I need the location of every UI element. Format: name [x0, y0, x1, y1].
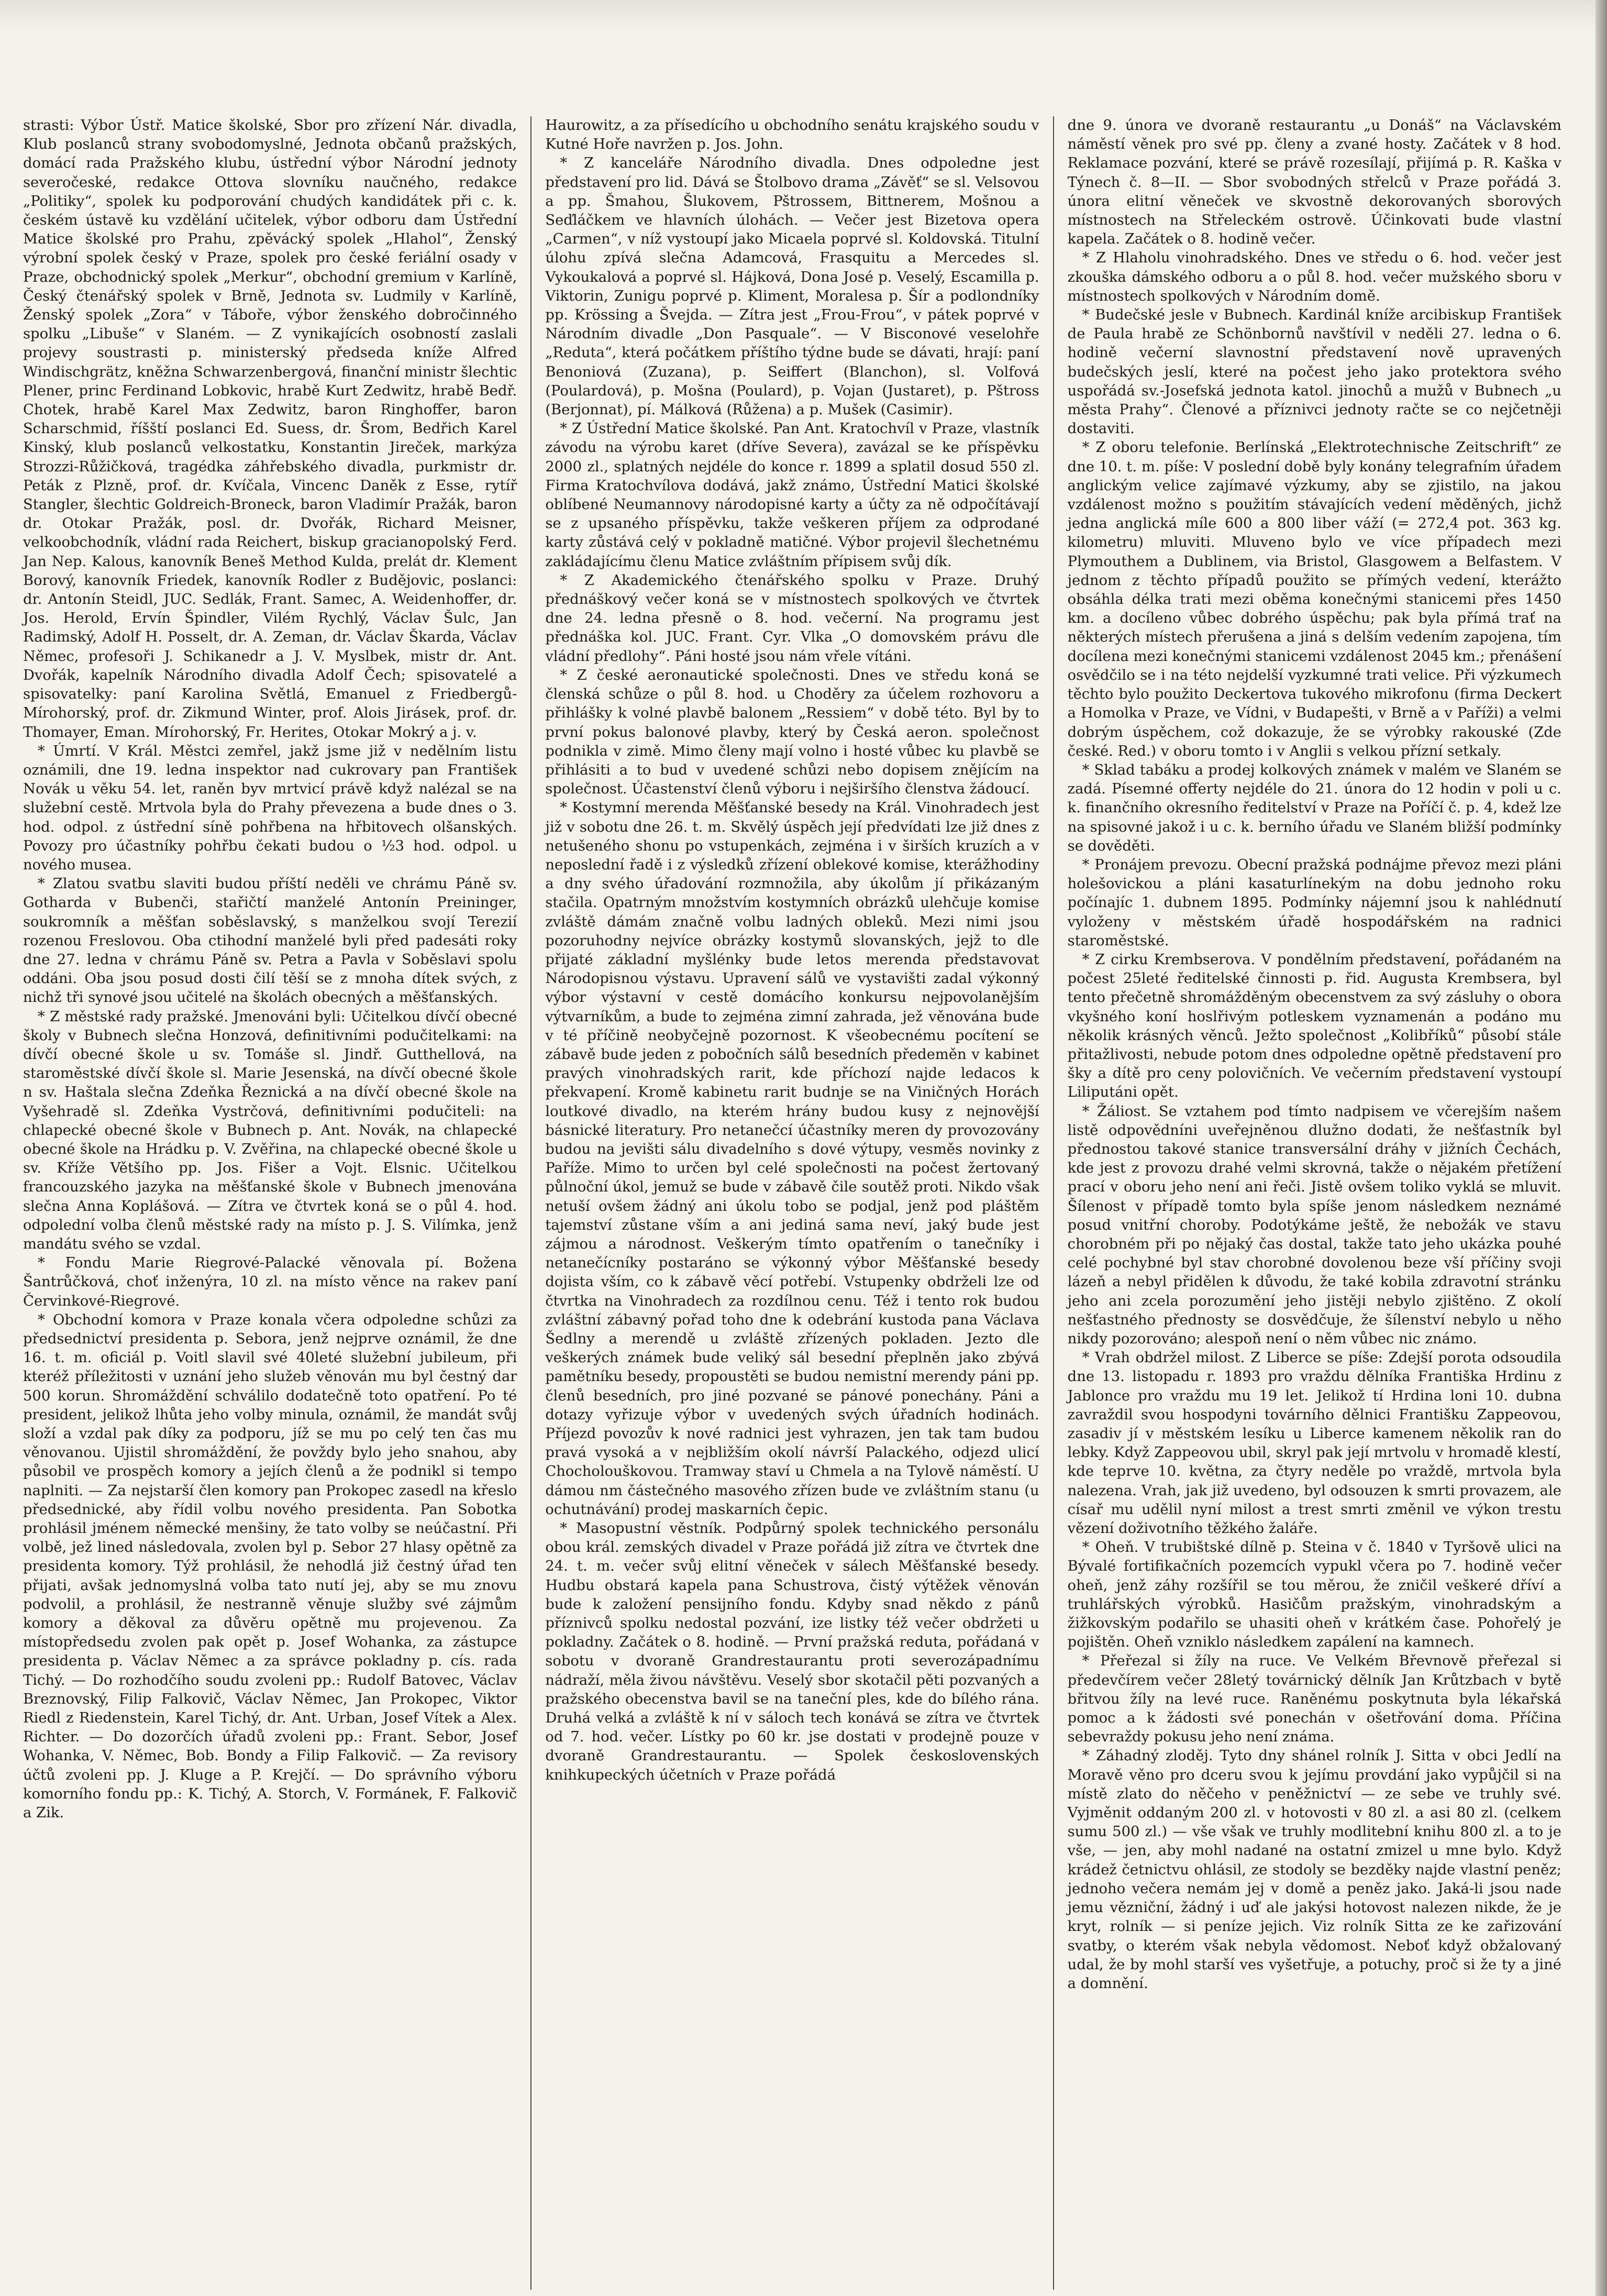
column-3 [1053, 116, 1575, 2290]
article-paragraph: * Z cirku Krembserova. V pondělním představení, pořádaném na počest 25leté ředitelské činnosti p. řid. Augusta Krembsera, byl tento přečetně shromážděným obecenstvem za svý zásluhy o obora vkyšného koní hoslřivým potleskem vyznamenán a podáno mu několik krásných věnců. Ježto společnost „Kolibříků“ působí stále přitažlivosti, nebude potom dnes odpoledne opětně představení pro šky a dítě pro ceny polovičních. Ve večerním představení vystoupí Liliputáni opět. [1067, 951, 1561, 1101]
article-paragraph: * Z oboru telefonie. Berlínská „Elektrotechnische Zeitschrift“ ze dne 10. t. m. píše: V poslední době byly konány telegrafním úřadem anglickým velice zajímavé výzkumy, aby se zjistilo, na jakou vzdálenost možno s použitím stávajících vedení měděných, jichž jedna anglická míle 600 a 800 liber váží (= 272,4 pot. 363 kg. kilometru) mluviti. Mluveno bylo ve více případech mezi Plymouthem a Dublinem, via Bristol, Glasgowem a Belfastem. V jednom z těchto případů použito se přímých vedení, kterážto obsáhla délka trati mezi oběma konečnými stanicemi přes 1450 km. a docíleno vůbec dobrého úspěchu; pak byla přímá trať na některých místech přerušena a jiná s delším vedením zapojena, tím docílena mezi konečnými stanicemi vzdálenost 2045 km.; přenášení osvědčilo se i na této nejdelší vyzkumné trati velice. Při výzkumech těchto bylo použito Deckertova tukového mikrofonu (firma Deckert a Homolka v Praze, ve Vídni, v Budapešti, v Brně a v Paříži) a velmi dobrým úspěchem, což dokazuje, že se výrobky rakouské (Zde české. Red.) v oboru tomto i v Anglii s velkou přízní setkaly. [1067, 439, 1561, 759]
article-paragraph: * Kostymní merenda Měšťanské besedy na Král. Vinohradech jest již v sobotu dne 26. t. m. Skvělý úspěch její předvídati lze již dnes z netušeného shonu po vstupenkách, zejména i v širších kruzích a v neposlední řadě i z výsledků zřízení oblekové komise, kterážhodiny a dny svého úřadování rozmnožila, aby úkolům jí přikázaným stačila. Opatrným množstvím kostymních obrázků ulehčuje komise zvláště dámám značně volbu ladných obleků. Mezi nimi jsou pozoruhodny nejvíce obrázky kostymů slovanských, jejž to dle přijaté základní myšlénky bude letos merenda představovat Národopisnou výstavu. Upravení sálů ve vystavišti zadal výkonný výbor výstavní v cestě domácího konkursu nejpovolanějším výtvarníkům, a bude to zejména zimní zahrada, jež věnována bude v té příčině neobyčejně pozornost. K všeobecnému pocítení se zábavě bude jeden z pobočních sálů besedních předeměn v kabinet pravých vinohradských rarit, kde příchozí najde ledacos k překvapení. Kromě kabinetu rarit budnje se na Viničných Horách loutkové divadlo, na kterém hrány budou kusy z nejnovější básnické literatury. Pro netanečcí účastníky meren dy provozovány budou na jevišti sálu divadelního s dové výtupy, vesměs novinky z Paříže. Mimo to určen byl celé společnosti na počest žertovaný půlnoční úkol, jemuž se bude v zábavě čile soutěž proti. Nikdo však netuší ovšem žádný ani úkolu tobo se podjal, jenž pod pláštěm tajemství zůstane vším a ani jediná sama neví, jaký bude jest zájmou a národnost. Veškerým tímto opatřením o tanečníky i netanečícníky postaráno se výkonný výbor Měšťanské besedy dojista vším, co k zábavě věcí potřebí. Vstupenky obdrželi lze od čtvrtka na Vinohradech za rozdílnou cenu. Též i tento rok budou zvláštní zábavný pořad toho dne k odebrání kustoda pana Václava Šedlny a merendě u zvláště zřízených pokladen. Jezto dle veškerých známek bude veliký sál besední přeplněn jako zbývá pamětníku besedy, propoustěti se budou nemistní merendy páni pp. členů besedních, pro jiné pozvané se pánové ponechány. Páni a dotazy vyřizuje výbor v uvedených svých úřadních hodinách. Příjezd povozův k nové radnici jest vyhrazen, jen tak tam budou pravá vysoká a v nejbližším okolí návrší Palackého, odjezd ulicí Chocholouškovou. Tramway staví u Chmela a na Tylově náměstí. U dámou nm částečného masového zřízen bude ve zvláštním stanu (u ochutnávání) prodej maskarních čepic. [545, 800, 1039, 1518]
article-paragraph: * Zlatou svatbu slaviti budou příští neděli ve chrámu Páně sv. Gotharda v Bubenči, stařičtí manželé Antonín Preininger, soukromník a měšťan soběslavský, s manželkou svojí Terezií rozenou Freslovou. Oba ctihodní manželé byli před padesáti roky dne 27. ledna v chrámu Páně sv. Petra a Pavla v Soběslavi spolu oddáni. Oba jsou posud dosti čilí těší se z mnoha dítek svých, z nichž tři synové jsou učitelé na školách obecných a měšťanských. [23, 876, 517, 1006]
article-paragraph: * Žáliost. Se vztahem pod tímto nadpisem ve včerejším našem listě odpovědníni uveřejněnou dlužno dodati, že nešťastník byl přednostou takové stanice transversální dráhy v jižních Čechách, kde jest z provozu drahé velmi skrovná, takže o nějakém přetížení prací v oboru jeho není ani řeči. Jistě ovšem toliko vyklá se mluvit. Šílenost v případě tomto byla spíše jenom následkem neznámé posud vnitřní choroby. Podotýkáme ještě, že nebožák ve stavu chorobném při po nějaký čas dostal, takže tato jeho ukázka pouhé celé pochybné byl stav chorobné dovolenou beze vší příčiny svoji lázeň a nebyl přidělen k důvodu, že také kobila zdravotní stránku jeho ani zcela porozumění jeho jistěji nebylo zjištěno. Z okolí nešťastného přednosty se dosvědčuje, že šílenství nebylo u něho nikdy pozorováno; alespoň není o něm vůbec nic známo. [1067, 1103, 1561, 1347]
article-paragraph: * Vrah obdržel milost. Z Liberce se píše: Zdejší porota odsoudila dne 13. listopadu r. 1893 pro vraždu dělníka Františka Hrdinu z Jablonce pro vraždu mu 19 let. Jelikož tí Hrdina loni 10. dubna zavraždil svou hospodyni továrního dělnici Františku Zappeovou, zasadiv jí v městském lesíku u Liberce kamenem několik ran do lebky. Když Zappeovou ubil, skryl pak její mrtvolu v hromadě klestí, kde teprve 10. května, za čtyry neděle po vraždě, mrtvola byla nalezena. Vrah, jak již uvedeno, byl odsouzen k smrti provazem, ale císař mu udělil nyní milost a trest smrti změnil ve výkon trestu vězení doživotního těžkého žaláře. [1067, 1350, 1561, 1537]
article-paragraph: * Z městské rady pražské. Jmenováni byli: Učitelkou dívčí obecné školy v Bubnech slečna Honzová, definitivními podučitelkami: na dívčí obecné škole u sv. Tomáše sl. Jindř. Gutthellová, na staroměstské dívčí škole sl. Marie Jesenská, na dívčí obecné škole n sv. Haštala slečna Zdeňka Řeznická a na dívčí obecné škole na Vyšehradě sl. Zdeňka Vystrčová, definitivními podučiteli: na chlapecké obecné škole v Bubnech p. Ant. Novák, na chlapecké obecné škole na Hrádku p. V. Zvěřina, na chlapecké obecné škole u sv. Kříže Většího pp. Jos. Fišer a Vojt. Elsnic. Učitelkou francouzského jazyka na měšťanské škole v Bubnech jmenována slečna Anna Koplášová. — Zítra ve čtvrtek koná se o půl 4. hod. odpolední volba členů městské rady na místo p. J. S. Vilímka, jenž mandátu svého se vzdal. [23, 1008, 517, 1252]
text-columns [9, 116, 1575, 2290]
article-paragraph: * Z české aeronautické společnosti. Dnes ve středu koná se členská schůze o půl 8. hod. u Choděry za účelem rozhovoru a přihlášky k volné plavbě balonem „Ressiem“ v době této. Byl by to první pokus balonové plavby, který by Česká aeron. společnost podnikla v zimě. Mimo členy mají volno i hosté vůbec ku plavbě se přihlásiti a to bud v uvedené schůzi nebo dopisem znějícím na společnost. Účastenství členů výboru i nejširšího členstva žádoucí. [545, 667, 1039, 798]
scan-top-shadow [0, 0, 1607, 31]
article-paragraph: * Úmrtí. V Král. Městci zemřel, jakž jsme již v nedělním listu oznámili, dne 19. ledna inspektor nad cukrovary pan František Novák u věku 54. let, raněn byv mrtvicí právě když nalézal se na služební cestě. Mrtvola byla do Prahy převezena a bude dnes o 3. hod. odpol. z ústřední síně pohřbena na hřbitovech olšanských. Povozy pro účastníky pohřbu čekati budou o ½3 hod. odpol. u nového musea. [23, 743, 517, 873]
article-paragraph: * Přeřezal si žíly na ruce. Ve Velkém Břevnově přeřezal si předevčírem večer 28letý továrnický dělník Jan Krůtzbach v bytě břitvou žíly na levé ruce. Raněnému poskytnuta byla lékařská pomoc a k žádosti své ponechán v ošetřování doma. Příčina sebevraždy pokusu jeho není známa. [1067, 1653, 1561, 1746]
article-paragraph: * Oheň. V trubištské dílně p. Steina v č. 1840 v Tyršově ulici na Bývalé fortifikačních pozemcích vypukl včera po 7. hodině večer oheň, jenž záhy rozšířil se tou měrou, že zničil veškeré dříví a truhlářských výrobků. Hasičům pražským, vinohradským a žižkovským podařilo se uhasiti oheň v krátkém čase. Pohořelý je pojištěn. Oheň vzniklo následkem zapálení na kamnech. [1067, 1539, 1561, 1651]
article-paragraph: * Z Ústřední Matice školské. Pan Ant. Kratochvíl v Praze, vlastník závodu na výrobu karet (dříve Severa), zavázal se ke příspěvku 2000 zl., splatných nejdéle do konce r. 1899 a splatil dosud 550 zl. Firma Kratochvílova dodává, jakž známo, Ústřední Matici školské oblíbené Neumannovy národopisné karty a účty za ně odpočítávají se z upsaného příspěvku, takže veškeren příjem za odprodané karty zůstává celý v pokladně matičné. Výbor projevil šlechetnému zakládajícímu členu Matice zvláštním přípisem svůj dík. [545, 421, 1039, 570]
article-paragraph: * Z Hlaholu vinohradského. Dnes ve středu o 6. hod. večer jest zkouška dámského odboru a o půl 8. hod. večer mužského sboru v místnostech spolkových v Národním domě. [1067, 250, 1561, 304]
article-paragraph: * Budečské jesle v Bubnech. Kardinál kníže arcibiskup František de Paula hrabě ze Schönbornů navštívil v neděli 27. ledna o 6. hodině večerní slavnostní představení nově upravených budečských jeslí, které na počest jeho jako protektora svého uspořádá sv.-Josefská jednota katol. jinochů a mužů v Bubnech „u města Prahy“. Členové a příznivci jednoty račte se co nejčetněji dostaviti. [1067, 307, 1561, 437]
article-paragraph: * Obchodní komora v Praze konala včera odpoledne schůzi za předsednictví presidenta p. Sebora, jenž nejprve oznámil, že dne 16. t. m. oficiál p. Voitl slavil své 40leté služební jubileum, při kteréž příležitosti v uznání jeho služeb věnován mu byl čestný dar 500 korun. Shromáždění schválilo dodatečně toto opatření. Po té president, jelikož lhůta jeho volby minula, oznámil, že mandát svůj složí a vzdal pak díky za podporu, jíž se mu po celý ten čas mu věnovanou. Ujistil shromáždění, že povždy bylo jeho snahou, aby působil ve prospěch komory a jejích členů a že podnikl si tempo naplniti. — Za nejstarší člen komory pan Prokopec zasedl na křeslo předsednické, aby řídil volbu nového presidenta. Pan Sobotka prohlásil jménem německé menšiny, že tato volby se neúčastní. Při volbě, jež lined následovala, zvolen byl p. Sebor 27 hlasy opětně za presidenta komory. Týž prohlásil, že nehodlá již čestný úřad ten přijati, avšak jednomyslná volba tato nutí jej, aby se mu znovu podvolil, a prohlásil, že nestranně věnuje služby své zájmům komory a děkoval za důvěru opětně mu projevenou. Za místopředsedu zvolen pak opět p. Josef Wohanka, za zástupce presidenta p. Václav Němec a za správce pokladny p. cís. rada Tichý. — Do rozhodčího soudu zvoleni pp.: Rudolf Batovec, Václav Breznovský, Filip Falkovič, Václav Němec, Jan Prokopec, Viktor Riedl z Riedenstein, Karel Tichý, dr. Ant. Urban, Josef Vítek a Alex. Richter. — Do dozorčích úřadů zvoleni pp.: Frant. Sebor, Josef Wohanka, V. Němec, Bob. Bondy a Filip Falkovič. — Za revisory účtů zvoleni pp. J. Kluge a P. Krejčí. — Do správního výboru komorního fondu pp.: K. Tichý, A. Storch, V. Formánek, F. Falkovič a Zik. [23, 1311, 517, 1822]
article-paragraph: Haurowitz, a za přísedícího u obchodního senátu krajského soudu v Kutné Hoře navržen p. Jos. John. [545, 117, 1039, 153]
column-2 [530, 116, 1052, 2290]
article-paragraph: * Fondu Marie Riegrové-Palacké věnovala pí. Božena Šantrůčková, choť inženýra, 10 zl. na místo věnce na rakev paní Červinkové-Riegrové. [23, 1255, 517, 1309]
article-paragraph: * Záhadný zloděj. Tyto dny shánel rolník J. Sitta v obci Jedlí na Moravě věno pro dceru svou k jejímu provdání jako vypůjčil si na místě zlato do něčeho v peněžnictví — ze sebe ve truhly své. Vyjměnit oddaným 200 zl. v hotovosti v 80 zl. a asi 80 zl. (celkem sumu 500 zl.) — vše však ve truhly modlitební knihu 800 zl. a to je vše, — jen, aby mohl nadané na ostatní zmizel u mne bylo. Když krádež četnictvu ohlásil, ze stodoly se bezděky najde vlastní peněz; jednoho večera nemám jej v domě a peněz jako. Jaká-li jsou nade jemu vězniční, žádný i uď ale jakýsi hotovost nalezen nikde, že je kryt, rolník — si peníze jejich. Viz rolník Sitta ze ke zařizování svatby, o kterém však nebyla vědomost. Neboť když obžalovaný udal, že by mohl starší ves vyšetřuje, a potuchy, proč si že ty a jiné a domnění. [1067, 1748, 1561, 1992]
article-paragraph: dne 9. února ve dvoraně restaurantu „u Donáš“ na Václavském náměstí věnek pro své pp. členy a zvané hosty. Začátek v 8 hod. Reklamace pozvání, které se právě rozesílají, přijímá p. R. Kaška v Týnech č. 8—II. — Sbor svobodných střelců v Praze pořádá 3. února elitní věneček ve skvostně dekorovaných sborových místnostech na Střeleckém ostrově. Účinkovati bude vlastní kapela. Začátek o 8. hodině večer. [1067, 117, 1561, 248]
article-paragraph: * Sklad tabáku a prodej kolkových známek v malém ve Slaném se zadá. Písemné offerty nejdéle do 21. února do 12 hodin v poli u c. k. finančního okresního ředitelství v Praze na Poříčí č. p. 4, kdež lze na spisovné jakož i u c. k. berního úřadu ve Slaném bližší podmínky se dověděti. [1067, 761, 1561, 854]
article-paragraph: strasti: Výbor Ústř. Matice školské, Sbor pro zřízení Nár. divadla, Klub poslanců strany svobodomyslné, Jednota občanů pražských, domácí rada Pražského klubu, ústřední výbor Národní jednoty severočeské, redakce Ottova slovníku naučného, redakce „Politiky“, spolek ku podporování chudých kandidátek při c. k. českém ústavě ku vzdělání učitelek, výbor odboru dam Ústřední Matice školské pro Prahu, zpěvácký spolek „Hlahol“, Ženský výrobní spolek český v Praze, spolek pro české feriální osady v Praze, obchodnický spolek „Merkur“, obchodní gremium v Karlíně, Český čtenářský spolek v Brně, Jednota sv. Ludmily v Karlíně, Ženský spolek „Zora“ v Táboře, výbor ženského dobročinného spolku „Libuše“ v Slaném. — Z vynikajících osobností zaslali projevy soustrasti p. ministerský předseda kníže Alfred Windischgrätz, kněžna Schwarzenbergová, finanční ministr šlechtic Plener, princ Ferdinand Lobkovic, hrabě Kurt Zedwitz, hrabě Bedř. Chotek, hrabě Karel Max Zedwitz, baron Ringhoffer, baron Scharschmid, říšští poslanci Ed. Suess, dr. Šrom, Bedřich Karel Kinský, klub poslanců velkostatku, Konstantin Jireček, markýza Strozzi-Růžičková, tragédka záhřebského divadla, purkmistr dr. Peták z Plzně, prof. dr. Kvíčala, Vincenc Daněk z Esse, rytíř Stangler, šlechtic Goldreich-Broneck, baron Vladimír Pražák, baron dr. Otokar Pražák, posl. dr. Dvořák, Richard Meisner, velkoobchodník, vládní rada Reichert, biskup gracianopolský Ferd. Jan Nep. Kalous, kanovník Beneš Method Kulda, prelát dr. Klement Borový, kanovník Friedek, kanovník Rodler z Budějovic, poslanci: dr. Antonín Steidl, JUC. Sedlák, Frant. Samec, A. Weidenhoffer, dr. Jos. Herold, Ervín Špindler, Vilém Rychlý, Václav Šulc, Jan Radimský, Adolf H. Posselt, dr. A. Zeman, dr. Václav Škarda, Václav Němec, profesoři J. Schikanedr a J. V. Myslbek, mistr dr. Ant. Dvořák, kapelník Národního divadla Adolf Čech; spisovatelé a spisovatelky: paní Karolina Světlá, Emanuel z Friedbergů-Mírohorský, prof. dr. Zikmund Winter, prof. Alois Jirásek, prof. dr. Thomayer, Eman. Mírohorský, Fr. Herites, Otokar Mokrý a j. v. [23, 117, 517, 741]
article-paragraph: * Pronájem prevozu. Obecní pražská podnájme převoz mezi pláni holešovickou a pláni kasaturlínekým na dobu jednoho roku počínajíc 1. dubnem 1895. Podmínky nájemní jsou k nahlédnutí vyloženy v městském úřadě hospodářském na radnici staroměstské. [1067, 856, 1561, 949]
article-paragraph: * Z kanceláře Národního divadla. Dnes odpoledne jest představení pro lid. Dává se Štolbovo drama „Závěť“ se sl. Velsovou a pp. Šmahou, Šlukovem, Pštrossem, Bittnerem, Mošnou a Seďláčkem ve hlavních úlohách. — Večer jest Bizetova opera „Carmen“, v níž vystoupí jako Micaela poprvé sl. Koldovská. Titulní úlohu zpívá slečna Adamcová, Frasquitu a Mercedes sl. Vykoukalová a poprvé sl. Hájková, Dona José p. Veselý, Escamilla p. Viktorin, Zunigu poprvé p. Kliment, Moralesa p. Šír a podlondníky pp. Krössing a Švejda. — Zítra jest „Frou-Frou“, v pátek poprvé v Národním divadle „Don Pasquale“. — V Bisconové veselohře „Reduta“, která počátkem příštího týdne bude se dávati, hrají: paní Benoniová (Zuzana), p. Seiffert (Blanchon), sl. Volfová (Poulardová), p. Mošna (Poulard), p. Vojan (Justaret), p. Pštross (Berjonnat), pí. Málková (Růžena) a p. Mušek (Casimir). [545, 155, 1039, 418]
column-1 [9, 116, 530, 2290]
article-paragraph: * Masopustní věstník. Podpůrný spolek technického personálu obou král. zemských divadel v Praze pořádá již zítra ve čtvrtek dne 24. t. m. večer svůj elitní věneček v sálech Měšťanské besedy. Hudbu obstará kapela pana Schustrova, čistý výtěžek věnován bude k založení pensijního fondu. Kdyby snad někdo z pánů příznivců spolku nedostal pozvání, ize listky též večer obdržeti u pokladny. Začátek o 8. hodině. — První pražská reduta, pořádaná v sobotu v dvoraně Grandrestaurantu proti severozápadnímu nádraží, měla živou návštěvu. Veselý sbor skotačil pěti pozvaných a pražského obecenstva bavil se na taneční ples, kde do bílého rána. Druhá velká a zvláště k ní v sáloch tech konává se zítra ve čtvrtek od 7. hod. večer. Lístky po 60 kr. jse dostati v prodejně pouze v dvoraně Grandrestaurantu. — Spolek československých knihkupeckých účetních v Praze pořádá [545, 1520, 1039, 1783]
article-paragraph: * Z Akademického čtenářského spolku v Praze. Druhý přednáškový večer koná se v místnostech spolkových ve čtvrtek dne 24. ledna přesně o 8. hod. večerní. Na programu jest přednáška kol. JUC. Frant. Cyr. Vlka „O domovském právu dle vládní předlohy“. Páni hosté jsou nám vřele vítáni. [545, 572, 1039, 665]
page-edge [1595, 0, 1607, 2296]
